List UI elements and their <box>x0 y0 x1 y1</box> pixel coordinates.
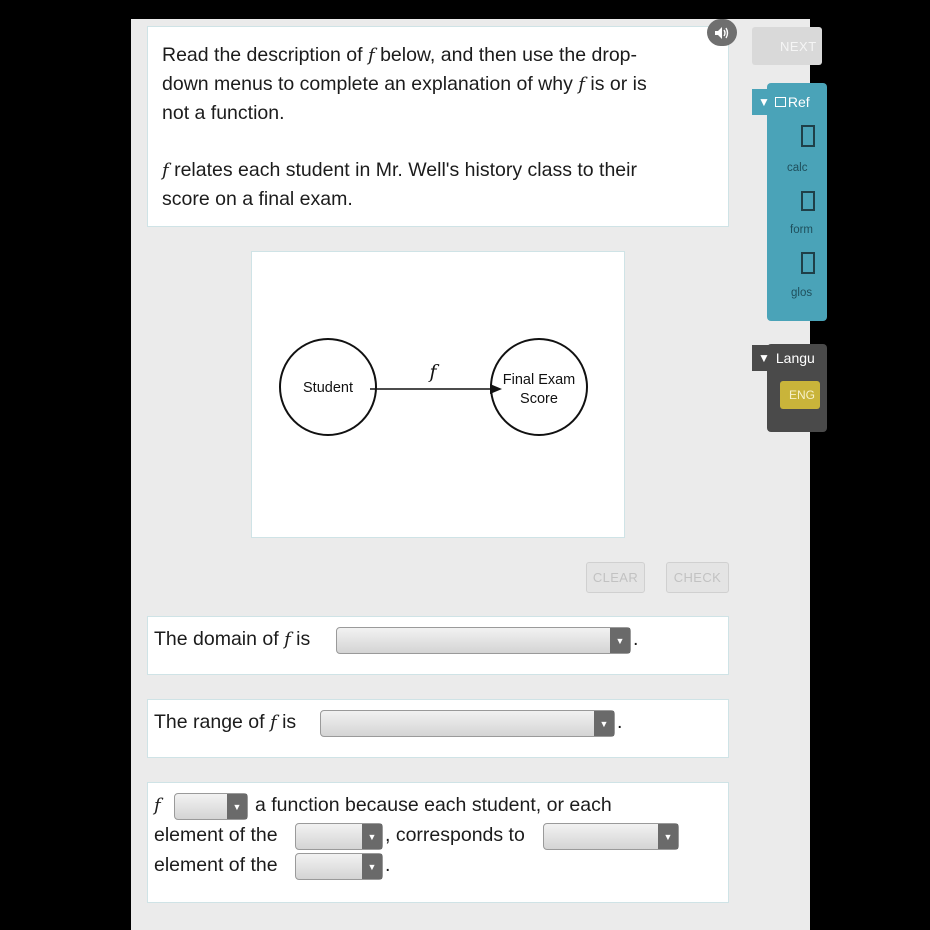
language-toggle[interactable]: ▼ Langu <box>752 345 812 371</box>
range-dropdown[interactable] <box>320 710 615 737</box>
domain-dropdown[interactable] <box>336 627 631 654</box>
function-symbol: f <box>270 712 277 733</box>
dropdown-arrow-icon: ▼ <box>594 711 614 736</box>
reference-item-glos[interactable]: glos <box>791 287 813 299</box>
reference-toggle[interactable]: ▼ Ref <box>752 89 812 115</box>
reference-item-calc[interactable]: calc <box>787 162 808 174</box>
formula-icon[interactable] <box>801 191 815 211</box>
is-isnot-dropdown[interactable] <box>174 793 248 820</box>
dropdown-arrow-icon: ▼ <box>227 794 247 819</box>
speaker-icon <box>714 26 730 40</box>
prompt-card <box>147 26 729 227</box>
range-label-line1: Final Exam <box>502 372 576 388</box>
book-icon <box>775 97 786 107</box>
function-mapping-diagram <box>252 252 624 537</box>
dropdown-arrow-icon: ▼ <box>362 824 382 849</box>
next-button[interactable]: NEXT <box>752 27 822 65</box>
dropdown-arrow-icon: ▼ <box>658 824 678 849</box>
function-symbol: f <box>367 45 375 66</box>
reference-item-form[interactable]: form <box>790 224 813 236</box>
triangle-down-icon: ▼ <box>758 95 770 109</box>
clear-button[interactable]: CLEAR <box>586 562 645 593</box>
question-range-card: The range of f is ▼ . <box>147 699 729 758</box>
arrowhead <box>490 384 502 394</box>
arrow-label: f <box>429 361 437 383</box>
triangle-down-icon: ▼ <box>758 351 770 365</box>
check-button[interactable]: CHECK <box>666 562 729 593</box>
question-domain-card: The domain of f is ▼ . <box>147 616 729 675</box>
language-english-button[interactable]: ENG <box>780 381 820 409</box>
prompt-instructions: Read the description of f below, and then use the drop- down menus to complete an explanation of why f is or is not a function. <box>162 44 647 124</box>
question-explanation-card: f ▼ a function because each student, or each element of the ▼ , corresponds to ▼ element of the ▼ . <box>147 782 729 903</box>
prompt-description: f relates each student in Mr. Well's history class to their score on a final exam. <box>162 159 637 210</box>
calculator-icon[interactable] <box>801 125 815 147</box>
reference-panel <box>767 83 827 321</box>
element-of-dropdown[interactable] <box>295 823 383 850</box>
dropdown-arrow-icon: ▼ <box>610 628 630 653</box>
element-of-2-dropdown[interactable] <box>295 853 383 880</box>
corresponds-dropdown[interactable] <box>543 823 679 850</box>
function-symbol: f <box>162 160 169 181</box>
domain-label: Student <box>303 380 353 396</box>
glossary-icon[interactable] <box>801 252 815 274</box>
range-label-line2: Score <box>520 391 558 407</box>
audio-button[interactable] <box>707 19 737 46</box>
function-symbol: f <box>578 74 585 95</box>
diagram-card <box>251 251 625 538</box>
dropdown-arrow-icon: ▼ <box>362 854 382 879</box>
function-symbol: f <box>284 629 291 650</box>
assessment-page <box>131 19 817 930</box>
function-symbol: f <box>154 795 161 816</box>
